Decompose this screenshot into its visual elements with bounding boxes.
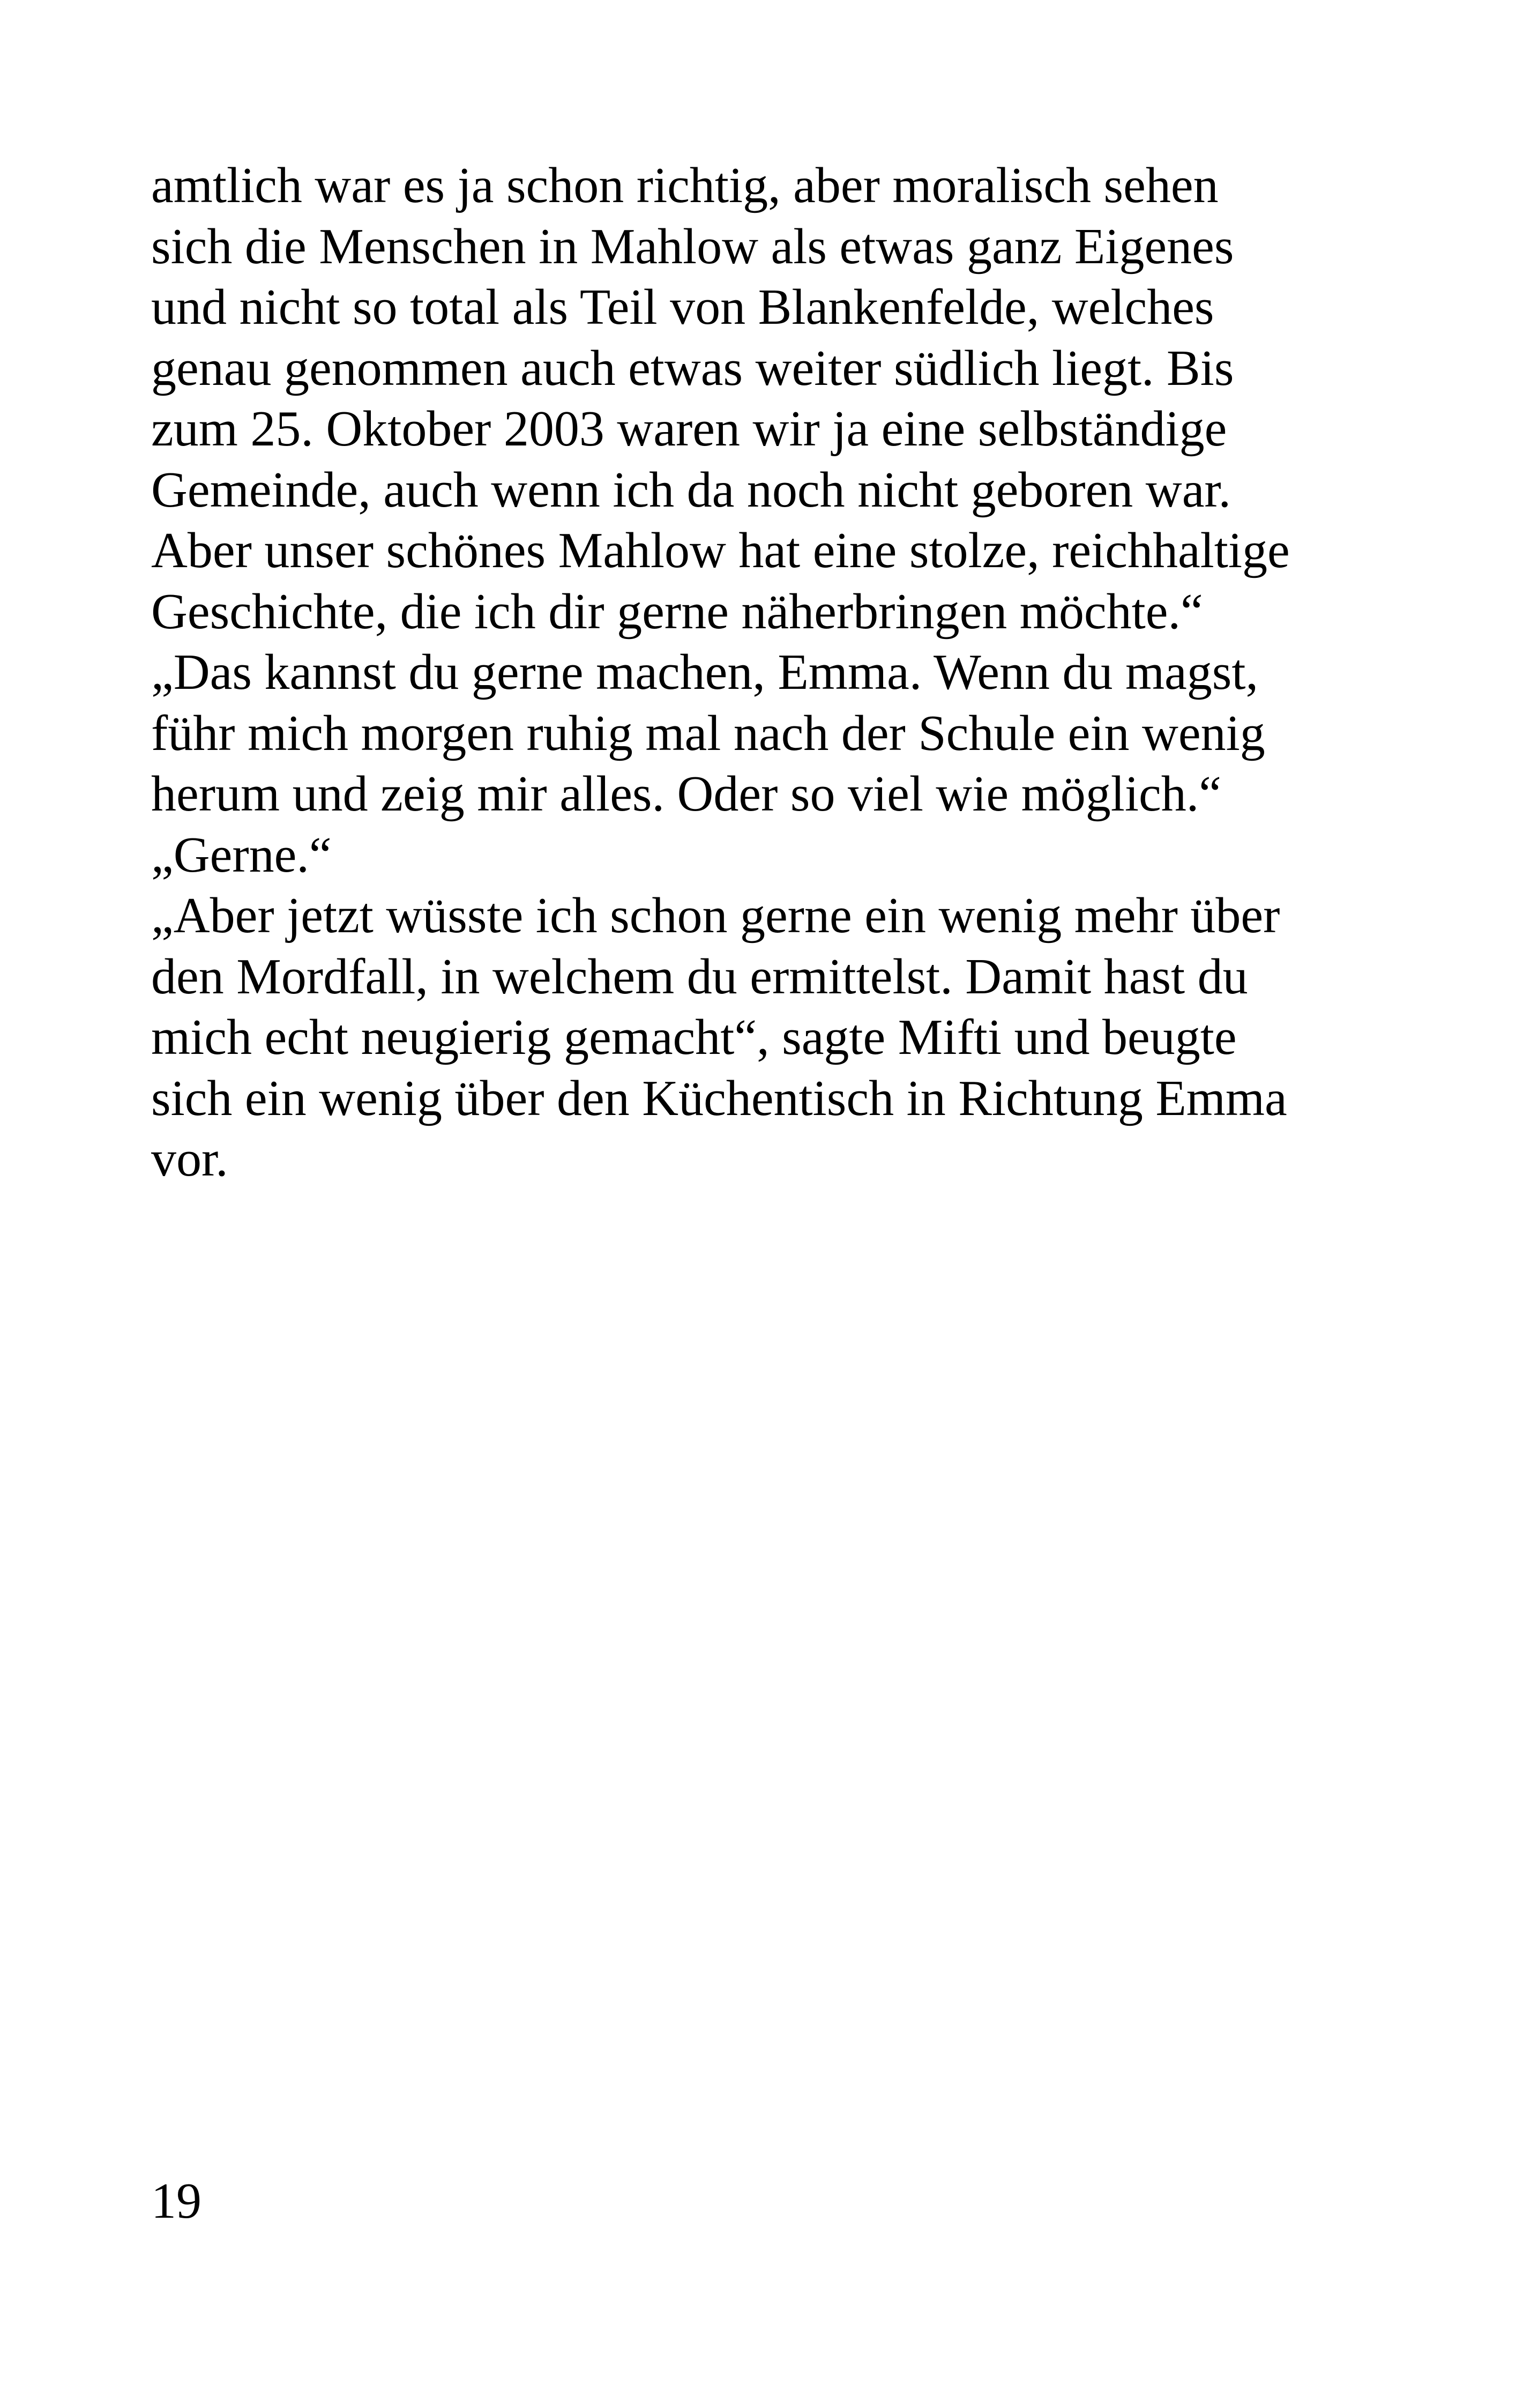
text-line: genau genommen auch etwas weiter südlich liegt. Bis [151,340,1234,396]
text-line: den Mordfall, in welchem du ermittelst. Damit hast du [151,948,1248,1005]
text-line: amtlich war es ja schon richtig, aber moralisch sehen [151,158,1219,213]
text-line: sich ein wenig über den Küchentisch in Richtung Emma [151,1070,1287,1126]
text-line: zum 25. Oktober 2003 waren wir ja eine selbständige [151,401,1227,457]
text-line: führ mich morgen ruhig mal nach der Schule ein wenig [151,705,1265,761]
text-line: und nicht so total als Teil von Blankenfelde, welches [151,279,1214,335]
text-line: Aber unser schönes Mahlow hat eine stolze, reichhaltige [151,523,1290,578]
text-line: Geschichte, die ich dir gerne näherbringen möchte.“ [151,583,1203,640]
text-line: „Aber jetzt wüsste ich schon gerne ein wenig mehr über [151,888,1280,943]
text-line: herum und zeig mir alles. Oder so viel wie möglich.“ [151,766,1221,822]
body-text [151,155,1384,1190]
page-number: 19 [151,2173,201,2229]
text-line: mich echt neugierig gemacht“, sagte Mifti und beugte [151,1009,1237,1065]
text-line: „Gerne.“ [151,827,332,883]
text-line: vor. [151,1131,228,1187]
text-line: Gemeinde, auch wenn ich da noch nicht geboren war. [151,462,1231,518]
text-line: sich die Menschen in Mahlow als etwas ganz Eigenes [151,218,1234,274]
text-line: „Das kannst du gerne machen, Emma. Wenn du magst, [151,644,1258,700]
